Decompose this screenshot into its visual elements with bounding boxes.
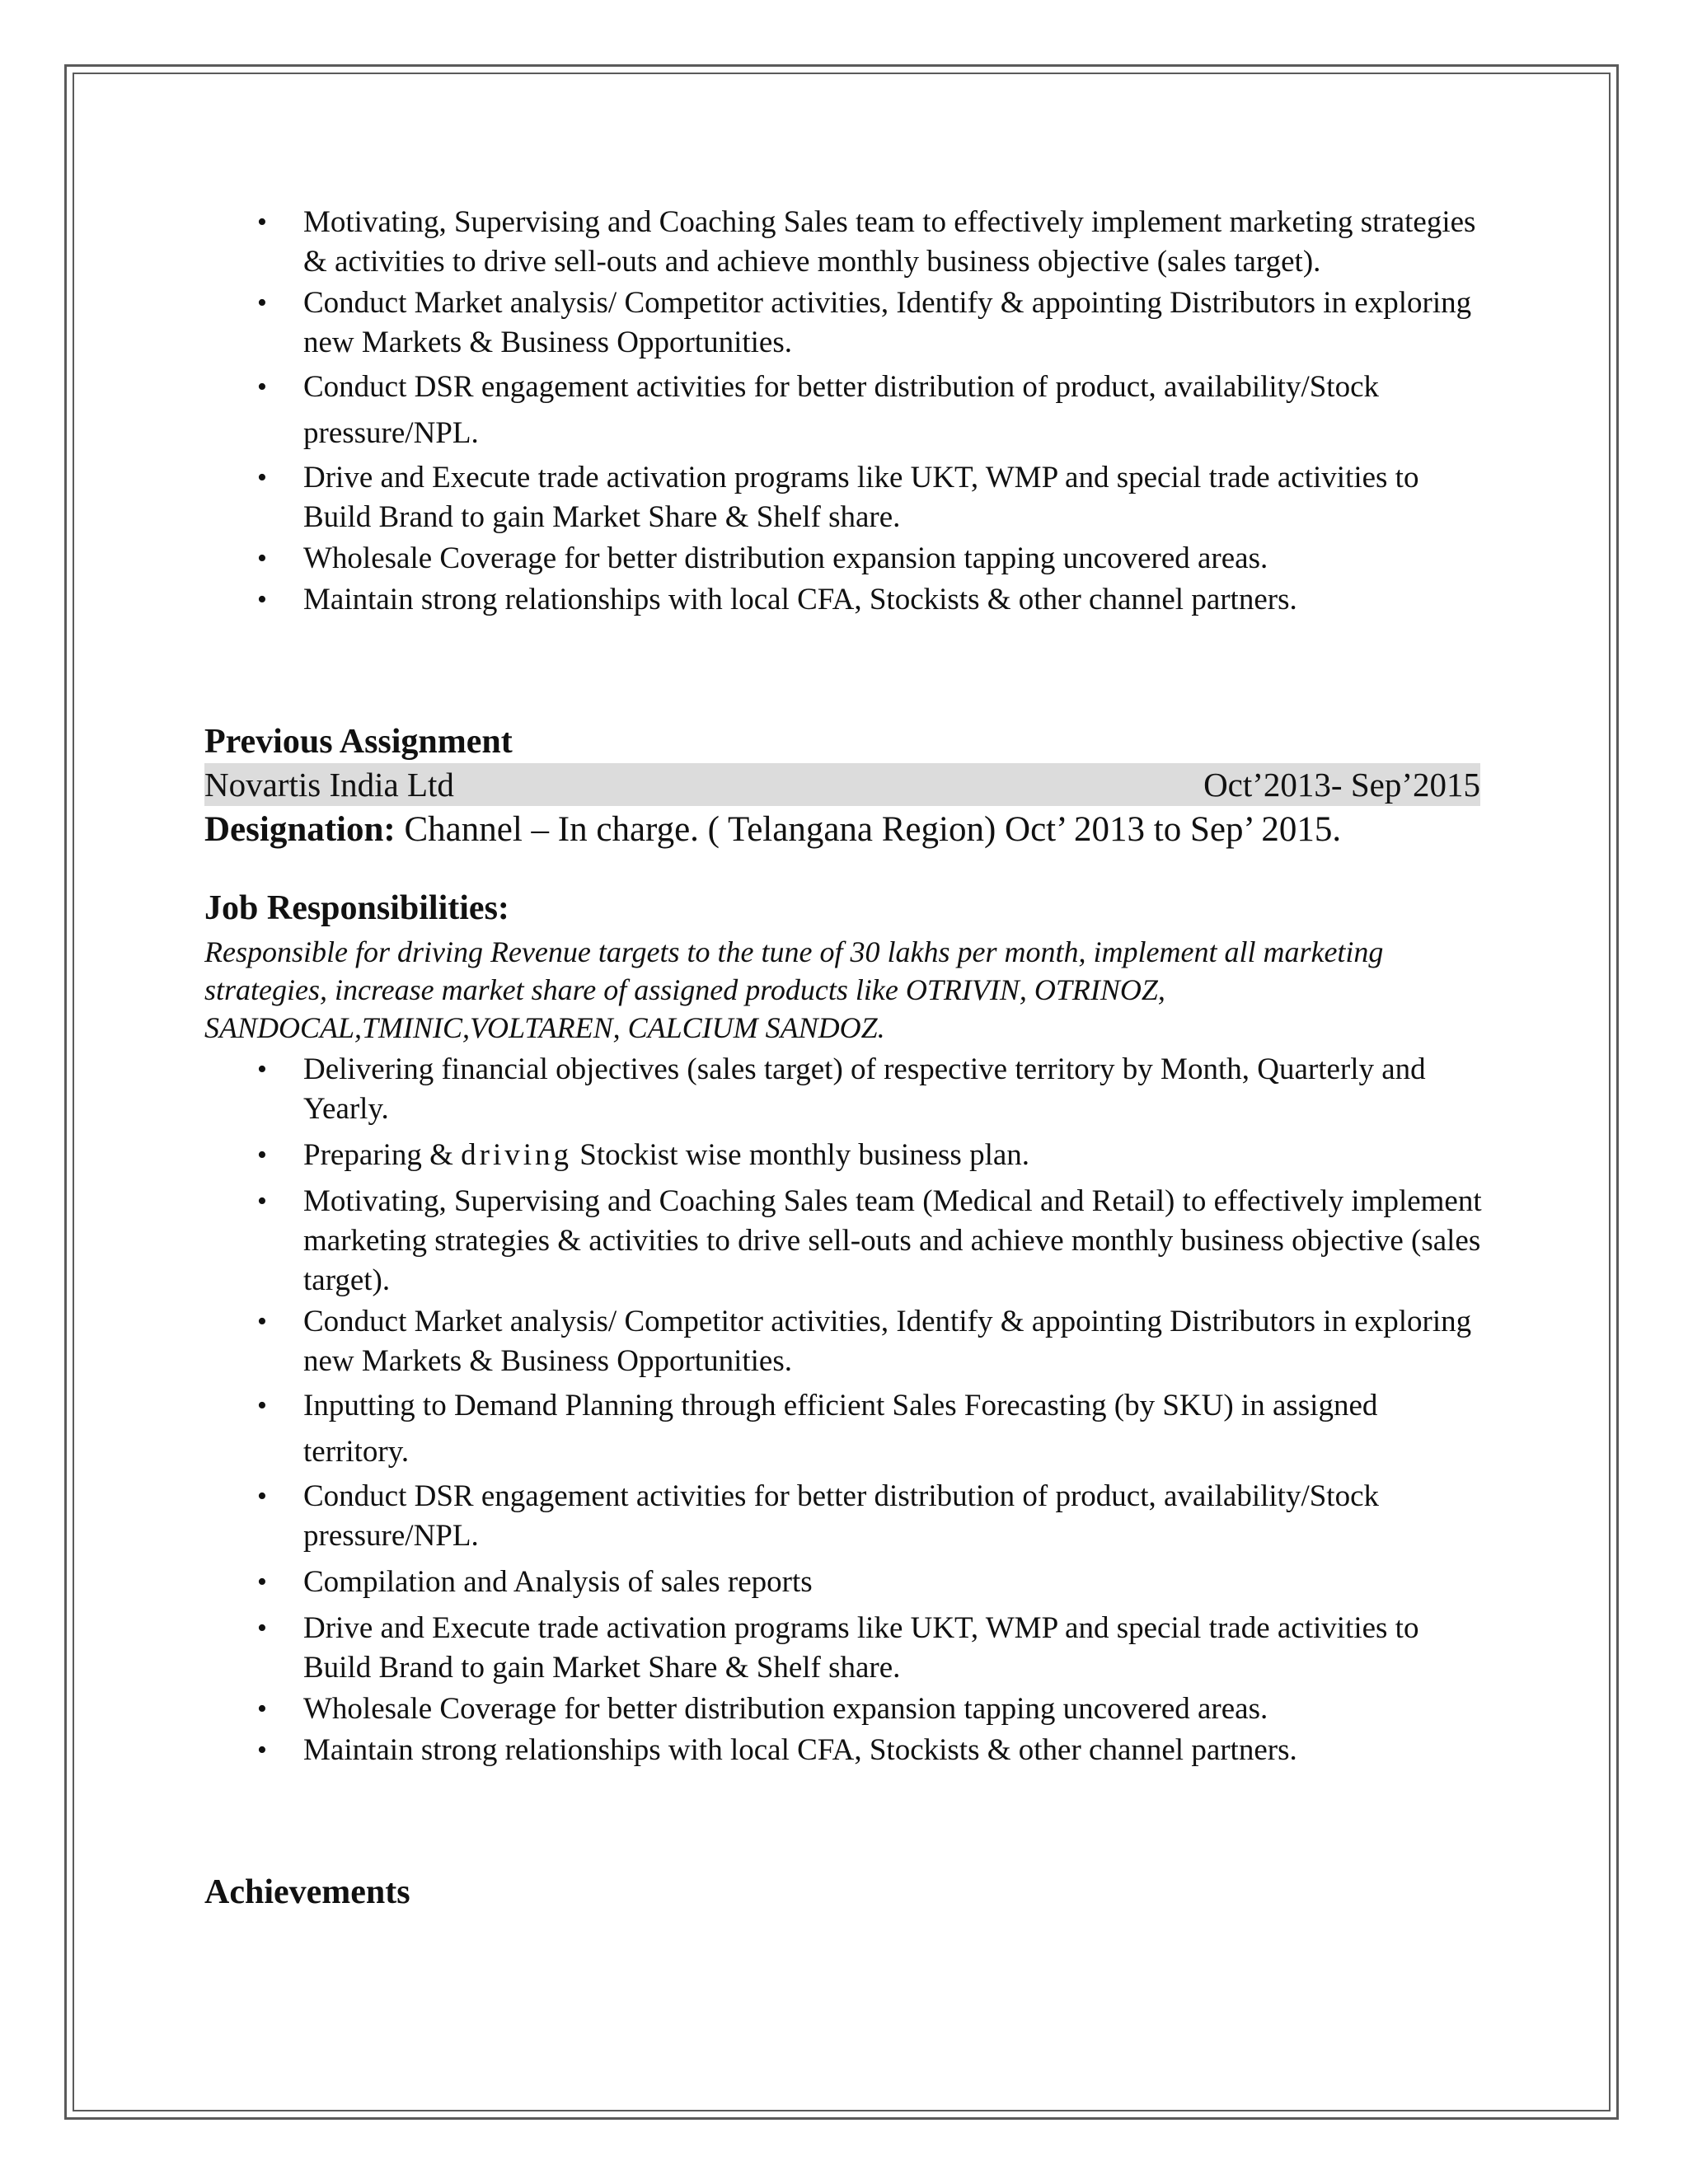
list-item: • Wholesale Coverage for better distribution expansion tapping uncovered areas.: [204, 1690, 1490, 1729]
list-item: • Motivating, Supervising and Coaching Sales team (Medical and Retail) to effectively implement marketing strategies & activities to drive sell-outs and achieve monthly business objective (sales target).: [204, 1182, 1490, 1301]
job-intro: Responsible for driving Revenue targets to the tune of 30 lakhs per month, implement all marketing strategies, increase market share of assigned products like OTRIVIN, OTRINOZ, SANDOCAL,TMINIC,VOLTAREN, CALCIUM SANDOZ.: [204, 935, 1384, 1044]
list-item: • Conduct DSR engagement activities for better distribution of product, availability/Stock pressure/NPL.: [204, 364, 1490, 457]
bullet-icon: •: [257, 1186, 267, 1216]
bullet-icon: •: [257, 1567, 267, 1597]
bullet-icon: •: [257, 543, 267, 574]
list-item: • Conduct DSR engagement activities for better distribution of product, availability/Stock pressure/NPL.: [204, 1477, 1490, 1556]
list-item: • Delivering financial objectives (sales target) of respective territory by Month, Quarterly and Yearly.: [204, 1050, 1490, 1129]
previous-assignment-heading: Previous Assignment: [204, 723, 513, 761]
previous-responsibilities-list: [204, 1050, 1490, 1770]
resume-content: [204, 203, 1490, 1914]
designation-label: Designation:: [204, 810, 396, 849]
designation-value: Channel – In charge. ( Telangana Region) Oct’ 2013 to Sep’ 2015.: [395, 810, 1342, 849]
list-item: • Compilation and Analysis of sales reports: [204, 1563, 1490, 1602]
bullet-icon: •: [257, 1306, 267, 1337]
job-responsibilities-heading: Job Responsibilities:: [204, 889, 509, 927]
company-bar: [204, 763, 1480, 806]
bullet-icon: •: [257, 1735, 267, 1765]
bullet-icon: •: [257, 1613, 267, 1643]
bullet-icon: •: [257, 1054, 267, 1085]
list-item: • Drive and Execute trade activation programs like UKT, WMP and special trade activities to Build Brand to gain Market Share & Shelf share.: [204, 458, 1490, 537]
bullet-icon: •: [257, 1481, 267, 1511]
bullet-icon: •: [257, 372, 267, 402]
bullet-icon: •: [257, 207, 267, 237]
list-item: • Conduct Market analysis/ Competitor activities, Identify & appointing Distributors in exploring new Markets & Business Opportunities.: [204, 1302, 1490, 1381]
bullet-icon: •: [257, 1694, 267, 1724]
designation-line: [204, 806, 1490, 854]
company-period: Oct’2013- Sep’2015: [1203, 766, 1480, 804]
bullet-icon: •: [257, 1140, 267, 1170]
bullet-icon: •: [257, 584, 267, 615]
list-item: • Wholesale Coverage for better distribution expansion tapping uncovered areas.: [204, 539, 1490, 579]
achievements-heading: Achievements: [204, 1873, 410, 1911]
list-item: • Motivating, Supervising and Coaching Sales team to effectively implement marketing strategies & activities to drive sell-outs and achieve monthly business objective (sales target).: [204, 203, 1490, 282]
list-item: • Conduct Market analysis/ Competitor activities, Identify & appointing Distributors in exploring new Markets & Business Opportunities.: [204, 284, 1490, 363]
bullet-icon: •: [257, 288, 267, 318]
bullet-icon: •: [257, 1390, 267, 1421]
bullet-icon: •: [257, 462, 267, 493]
list-item: • Inputting to Demand Planning through efficient Sales Forecasting (by SKU) in assigned territory.: [204, 1383, 1490, 1475]
company-name: Novartis India Ltd: [204, 766, 454, 804]
list-item: • Maintain strong relationships with local CFA, Stockists & other channel partners.: [204, 580, 1490, 620]
list-item: • Drive and Execute trade activation programs like UKT, WMP and special trade activities to Build Brand to gain Market Share & Shelf share.: [204, 1609, 1490, 1688]
current-responsibilities-list: [204, 203, 1490, 620]
list-item: • Preparing & driving Stockist wise monthly business plan.: [204, 1136, 1490, 1175]
list-item: • Maintain strong relationships with local CFA, Stockists & other channel partners.: [204, 1731, 1490, 1770]
